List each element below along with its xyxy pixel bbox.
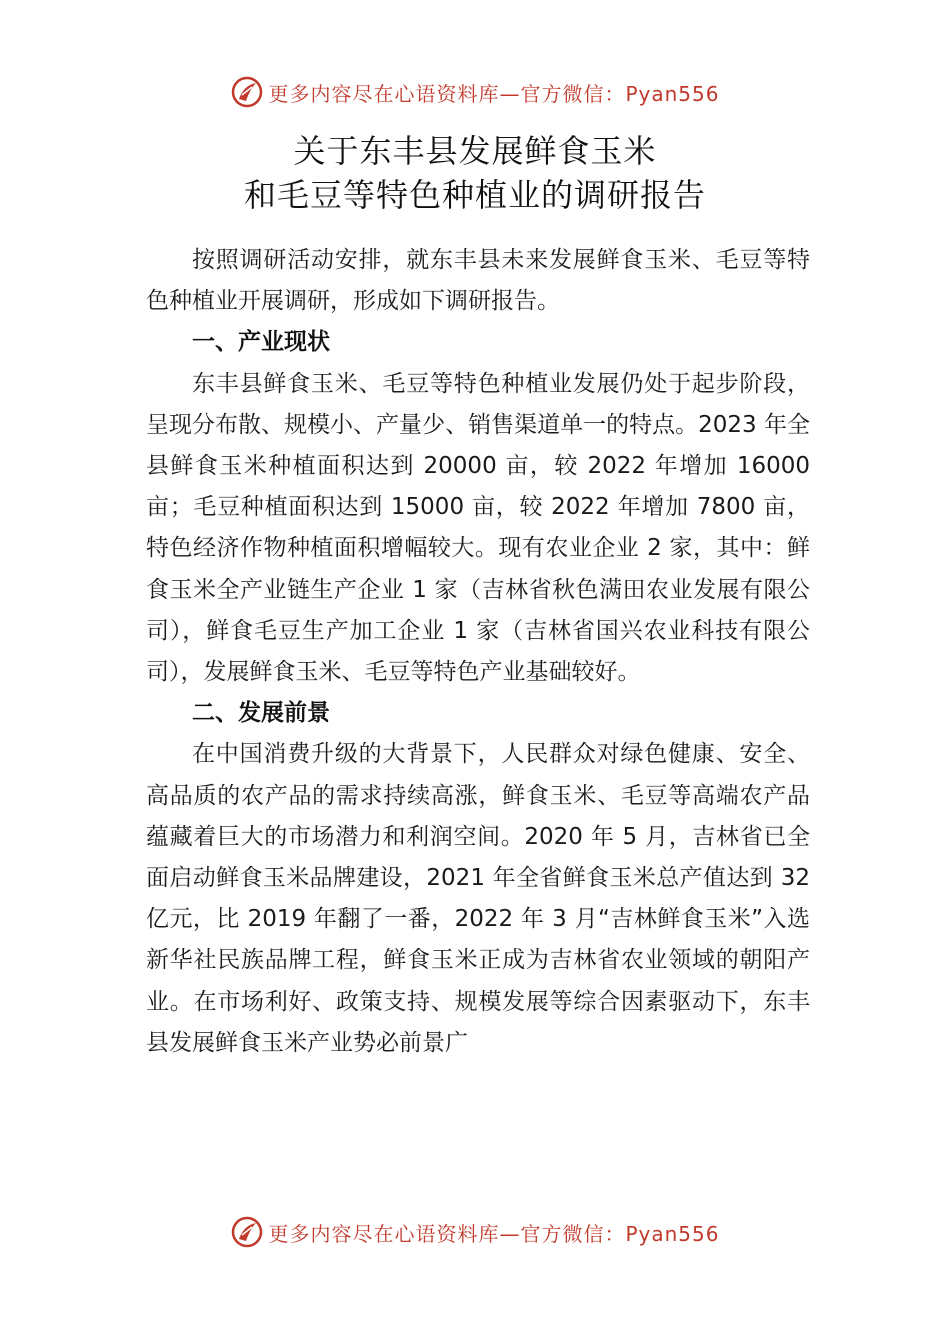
footer-watermark-banner	[0, 1212, 950, 1252]
document-title-line-1: 关于东丰县发展鲜食玉米	[293, 132, 657, 170]
intro-paragraph: 按照调研活动安排，就东丰县未来发展鲜食玉米、毛豆等特色种植业开展调研，形成如下调研报告。	[146, 247, 810, 315]
document-title-line-2: 和毛豆等特色种植业的调研报告	[243, 176, 706, 214]
footer-watermark-text: 更多内容尽在心语资料库—官方微信：Pyan556	[268, 1221, 720, 1246]
section-2-paragraph: 在中国消费升级的大背景下，人民群众对绿色健康、安全、高品质的农产品的需求持续高涨，鲜食玉米、毛豆等高端农产品蕴藏着巨大的市场潜力和利润空间。2020 年 5 月，吉林省已全面启动鲜食玉米品牌建设，2021 年全省鲜食玉米总产值达到 32 亿元，比 2019 年翻了一番，2022 年 3 月“吉林鲜食玉米”入选新华社民族品牌工程，鲜食玉米正成为吉林省农业领域的朝阳产业。在市场利好、政策支持、规模发展等综合因素驱动下，东丰县发展鲜食玉米产业势必前景广	[146, 741, 810, 1056]
brand-logo-icon	[230, 75, 264, 109]
document-body	[146, 240, 810, 1064]
section-1-paragraph: 东丰县鲜食玉米、毛豆等特色种植业发展仍处于起步阶段，呈现分布散、规模小、产量少、销售渠道单一的特点。2023 年全县鲜食玉米种植面积达到 20000 亩，较 2022 年增加 16000 亩；毛豆种植面积达到 15000 亩，较 2022 年增加 7800 亩，特色经济作物种植面积增幅较大。现有农业企业 2 家，其中：鲜食玉米全产业链生产企业 1 家（吉林省秋色满田农业发展有限公司），鲜食毛豆生产加工企业 1 家（吉林省国兴农业科技有限公司），发展鲜食玉米、毛豆等特色产业基础较好。	[146, 370, 810, 686]
brand-logo-icon	[230, 1215, 264, 1249]
section-1-heading: 一、产业现状	[192, 329, 330, 356]
header-watermark-banner	[0, 72, 950, 112]
section-2-heading: 二、发展前景	[192, 700, 330, 727]
header-watermark-text: 更多内容尽在心语资料库—官方微信：Pyan556	[268, 81, 720, 106]
